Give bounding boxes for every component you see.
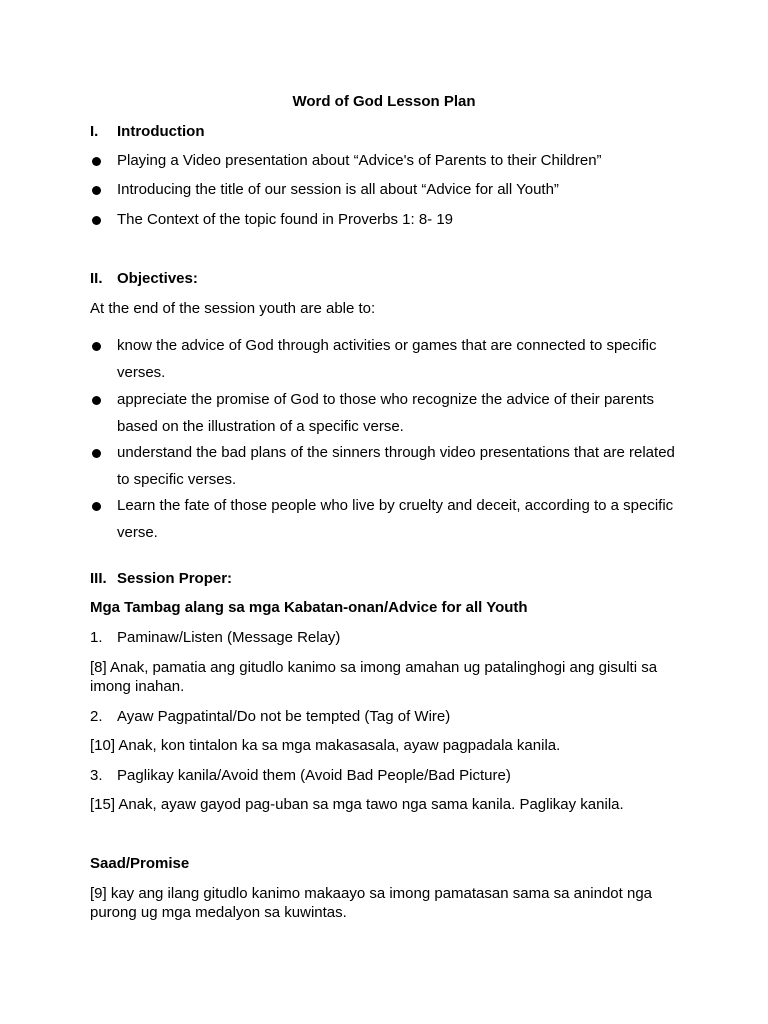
numbered-item bbox=[90, 767, 511, 784]
verse-line: [8] Anak, pamatia ang gitudlo kanimo sa imong amahan ug patalinghogi ang gisulti sa bbox=[90, 659, 658, 676]
list-item-line: to specific verses. bbox=[117, 471, 237, 488]
list-item-line: appreciate the promise of God to those who recognize the advice of their parents bbox=[117, 391, 654, 408]
promise-heading: Saad/Promise bbox=[90, 855, 190, 872]
verse-line: imong inahan. bbox=[90, 678, 185, 695]
item-text: Ayaw Pagpatintal/Do not be tempted (Tag of Wire) bbox=[117, 708, 451, 725]
section-title: Introduction bbox=[117, 123, 205, 140]
section-heading-introduction bbox=[90, 123, 204, 140]
section-number: III. bbox=[90, 570, 107, 587]
bullet-icon bbox=[92, 186, 101, 195]
section-title: Objectives: bbox=[117, 270, 198, 287]
verse-line: [9] kay ang ilang gitudlo kanimo makaayo sa imong pamatasan sama sa anindot nga bbox=[90, 885, 653, 902]
objectives-intro: At the end of the session youth are able to: bbox=[90, 300, 376, 317]
item-number: 3. bbox=[90, 767, 103, 784]
section-title: Session Proper: bbox=[117, 570, 233, 587]
section-heading-objectives bbox=[90, 270, 198, 287]
verse-line: [15] Anak, ayaw gayod pag-uban sa mga tawo nga sama kanila. Paglikay kanila. bbox=[90, 796, 624, 813]
item-text: Paglikay kanila/Avoid them (Avoid Bad People/Bad Picture) bbox=[117, 767, 511, 784]
list-item-line: know the advice of God through activities or games that are connected to specific bbox=[117, 337, 657, 354]
item-text: Paminaw/Listen (Message Relay) bbox=[117, 629, 341, 646]
list-item-line: verse. bbox=[117, 524, 158, 541]
section-heading-session-proper bbox=[90, 570, 232, 587]
list-item: Playing a Video presentation about “Advice's of Parents to their Children” bbox=[117, 152, 602, 169]
verse-line: purong ug mga medalyon sa kuwintas. bbox=[90, 904, 347, 921]
bullet-icon bbox=[92, 502, 101, 511]
bullet-icon bbox=[92, 157, 101, 166]
bullet-icon bbox=[92, 216, 101, 225]
verse-line: [10] Anak, kon tintalon ka sa mga makasasala, ayaw pagpadala kanila. bbox=[90, 737, 561, 754]
section-number: I. bbox=[90, 123, 99, 140]
session-subheading: Mga Tambag alang sa mga Kabatan-onan/Advice for all Youth bbox=[90, 599, 528, 616]
document-title: Word of God Lesson Plan bbox=[292, 93, 476, 110]
section-number: II. bbox=[90, 270, 103, 287]
list-item-line: Learn the fate of those people who live by cruelty and deceit, according to a specific bbox=[117, 497, 674, 514]
list-item-line: verses. bbox=[117, 364, 166, 381]
list-item-line: understand the bad plans of the sinners through video presentations that are related bbox=[117, 444, 675, 461]
item-number: 1. bbox=[90, 629, 103, 646]
list-item: Introducing the title of our session is all about “Advice for all Youth” bbox=[117, 181, 559, 198]
bullet-icon bbox=[92, 449, 101, 458]
item-number: 2. bbox=[90, 708, 103, 725]
numbered-item bbox=[90, 629, 340, 646]
numbered-item bbox=[90, 708, 450, 725]
list-item-line: based on the illustration of a specific verse. bbox=[117, 418, 404, 435]
bullet-icon bbox=[92, 342, 101, 351]
list-item: The Context of the topic found in Proverbs 1: 8- 19 bbox=[117, 211, 454, 228]
bullet-icon bbox=[92, 396, 101, 405]
